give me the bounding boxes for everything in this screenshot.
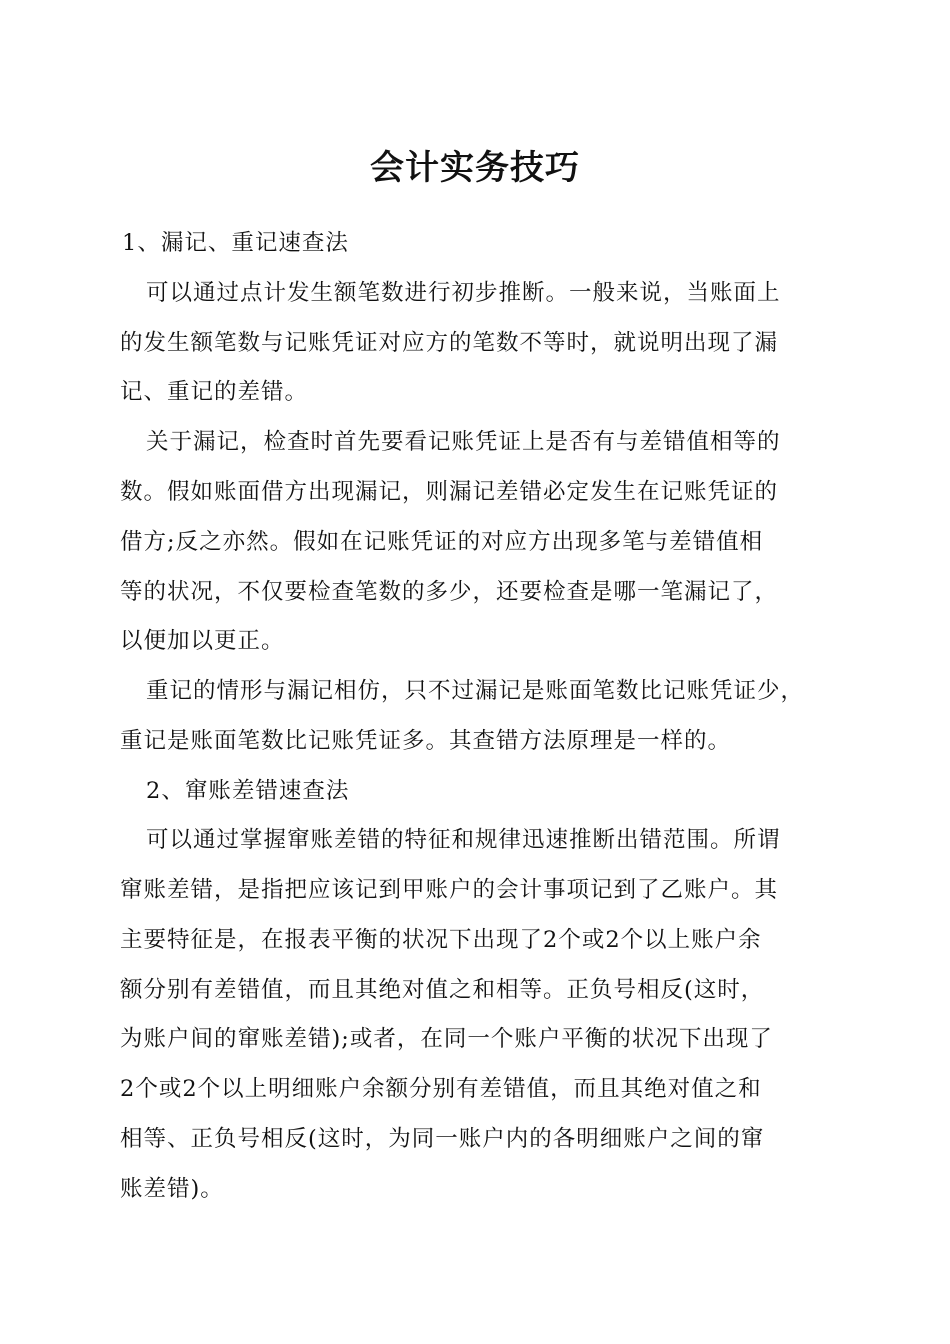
paragraph-line: 重记是账面笔数比记账凭证多。其查错方法原理是一样的。 (120, 728, 732, 754)
paragraph-line: 等的状况，不仅要检查笔数的多少，还要检查是哪一笔漏记了， (120, 579, 779, 605)
paragraph-line: 数。假如账面借方出现漏记，则漏记差错必定发生在记账凭证的 (120, 479, 779, 505)
paragraph-line: 窜账差错，是指把应该记到甲账户的会计事项记到了乙账户。其 (120, 877, 779, 903)
paragraph-line: 以便加以更正。 (120, 628, 285, 654)
document-title: 会计实务技巧 (370, 148, 580, 188)
paragraph-line: 相等、正负号相反(这时，为同一账户内的各明细账户之间的窜 (120, 1126, 765, 1152)
paragraph-line: 可以通过掌握窜账差错的特征和规律迅速推断出错范围。所谓 (146, 827, 781, 853)
paragraph-line: 可以通过点计发生额笔数进行初步推断。一般来说，当账面上 (146, 280, 781, 306)
paragraph-line: 为账户间的窜账差错);或者，在同一个账户平衡的状况下出现了 (120, 1026, 773, 1052)
paragraph-line: 重记的情形与漏记相仿，只不过漏记是账面笔数比记账凭证少， (146, 678, 805, 704)
paragraph-line: 记、重记的差错。 (120, 379, 309, 405)
section-heading-1: 1、漏记、重记速查法 (122, 230, 349, 256)
paragraph-line: 额分别有差错值，而且其绝对值之和相等。正负号相反(这时， (120, 977, 765, 1003)
paragraph-line: 的发生额笔数与记账凭证对应方的笔数不等时，就说明出现了漏 (120, 330, 779, 356)
paragraph-line: 主要特征是，在报表平衡的状况下出现了2个或2个以上账户余 (120, 927, 762, 953)
paragraph-line: 账差错)。 (120, 1176, 224, 1202)
section-heading-2: 2、窜账差错速查法 (146, 778, 350, 804)
paragraph-line: 借方;反之亦然。假如在记账凭证的对应方出现多笔与差错值相 (120, 529, 764, 555)
paragraph-line: 关于漏记，检查时首先要看记账凭证上是否有与差错值相等的 (146, 429, 781, 455)
paragraph-line: 2个或2个以上明细账户余额分别有差错值，而且其绝对值之和 (120, 1076, 762, 1102)
